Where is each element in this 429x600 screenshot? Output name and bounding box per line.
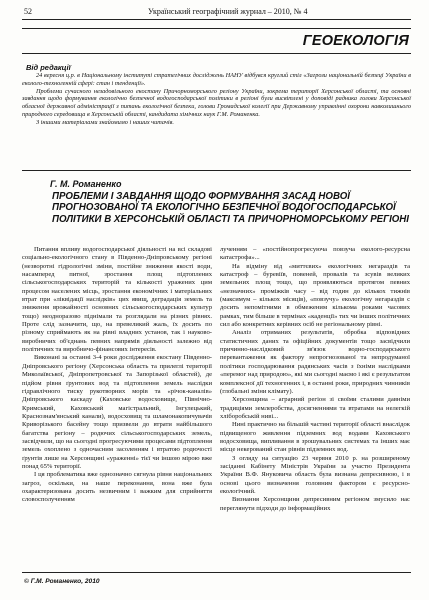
body-paragraph: лученням – «постійнопрогресуюча повзуча еколого-ресурсна катастрофа»...: [220, 246, 410, 262]
footer-rule: [22, 572, 411, 573]
body-paragraph: І ця проблематика вже однозначно сягнула рівня національних загроз, оскільки, на наше переконання, вона вже була охарактеризована досить незвичним і важким для сприйняття словосполученням: [22, 471, 212, 504]
article-column-right: [220, 246, 410, 568]
section-rule-bottom: [22, 53, 411, 54]
section-rule-top: [22, 28, 411, 29]
header-rule: [22, 19, 411, 20]
editorial-paragraph: 24 вересня ц.р. в Національному інституті стратегічних досліджень НАНУ відбувся круглий стіл «Загрози національній безпеці України в еколого-техногенній сфері: стан і тенденції».: [22, 72, 411, 87]
article-title: ПРОБЛЕМИ І ЗАВДАННЯ ЩОДО ФОРМУВАННЯ ЗАСАД НОВОЇ ПРОГНОЗОВАНОЇ ТА ЕКОЛОГІЧНО БЕЗПЕЧНОЇ ВОДОГОСПОДАРСЬКОЇ ПОЛІТИКИ В ХЕРСОНСЬКІЙ ОБЛАСТІ ТА ПРИЧОРНОМОРСЬКОМУ РЕГІОНІ: [52, 191, 409, 225]
body-paragraph: З огляду на ситуацію 23 червня 2010 р. на розширеному засіданні Кабінету Міністрів України за участю Президента України В.Ф. Януковича область була визнана депресивною, і в основі цього визначення головним фактором є ресурсно-екологічний.: [220, 454, 410, 495]
editorial-paragraph: З іншими матеріалами знайомимо і наших читачів.: [36, 118, 174, 126]
body-paragraph: Херсонщина – аграрний регіон зі своїми сталими давніми традиціями землеробства, досягненнями та втратами на нелегкій хліборобській ниві...: [220, 396, 410, 420]
editorial-paragraph: Проблеми сучасного незадовільного екостану Причорноморського регіону України, зокрема території Херсонської області, та основні завдання щодо формування екологічно безпечної водогосподарської політики в регіоні були висвітлені у доповіді радника голови Херсонської обласної державної адміністрації з питань екологічної безпеки, голови Громадської колегії при Державному управлінні охорони навколишнього природного середовища в Херсонській області, кандидата хімічних наук Г.М. Романенка.: [22, 87, 411, 118]
journal-title: Український географічний журнал – 2010, № 4: [148, 7, 308, 16]
body-paragraph: Виконані за останні 3-4 роки дослідження екостану Південно-Дніпровського регіону (Херсонська область та прилеглі території Миколаївської, Дніпропетровської та Запорізької областей), де підйом рівня ґрунтових вод та підтоплення земель наслідки гідравлічного тиску рукотворних морів та «річок-каналів» Дніпровського каскаду (Каховське водосховище, Північно-Кримський, Каховський магістральний, Інгулецький, Краснознам'янський канали), водосховищ та шламонакопичувачів Криворізького басейну тощо призвели до втрати найбільшого багатства регіону – родючих сільськогосподарських земель, засвідчили, що на сьогодні прогресуючими процесами підтоплення земель охоплено з одночасним засоленням і втратою родючості ґрунтів лише на Херсонщині «ураженні» тієї чи іншою мірою вже понад 65% території.: [22, 354, 212, 470]
body-paragraph: Визнання Херсонщини депресивним регіоном змусило нас переглянути підходи до інформаційних: [220, 496, 410, 512]
editorial-rule: [22, 170, 411, 171]
body-paragraph: На відміну від «миттєвих» екологічних негараздів та катастроф – буревіїв, повеней, провалів та зсувів великих земельних площ тощо, що проявляються протягом певних «незначних» проміжків часу – від годин до кількох тижнів (максимум – кількох місяців), «повзучу» екологічну негараздів с досить непомітними в обмеженим кількома роками часових рамках, тим більше в термінах «каденції» тих чи інших політичних сил або конкретних керівних осіб не регіональному рівні.: [220, 262, 410, 329]
running-header: [24, 7, 409, 19]
copyright-note: © Г.М. Романенко, 2010: [24, 578, 100, 585]
editorial-heading: Від редакції: [26, 63, 71, 72]
article-column-left: [22, 246, 212, 568]
editorial-note: [22, 72, 411, 127]
section-title: ГЕОЕКОЛОГІЯ: [302, 33, 409, 49]
article-author: Г. М. Романенко: [50, 179, 122, 189]
body-paragraph: Питання впливу водогосподарської діяльності на всі складові соціально-екологічного стану в Південно-Дніпровському регіоні (незворотні гідрологічні зміни, постійне зниження якості води, насамперед питної, зростання площ підтоплених сільськогосподарських територій та кількості уражених цим процесом населених місць, зростання економічних і матеріальних втрат при «ліквідації наслідків» цих явищ, деградація земель та зниження врожайності основних сільськогосподарських культур тощо) неодноразово піднімали та розглядали на різних рівнях. Проте слід зазначити, що, на превеликий жаль, їх досить по різному сприймають як на рівні владних установ, так і науково-виробничих об'єднань певних напрямів діяльності залежно від політичних та виробничо-фінансових інтересів.: [22, 246, 212, 354]
body-paragraph: Нині практично на більшій частині території області внаслідок підвищеного живлення підземних вод водами Каховського водосховища, випливання в зрошувальних системах та інших має місце некерований стан рівнів підземних вод.: [220, 421, 410, 454]
body-paragraph: Аналіз отриманих результатів, обробка відповідних статистичних даних та офіційних документів тощо засвідчили причинно-наслідковий зв'язок водно-господарського перевантаження як фактору непрогнозованої та непродуманої політики господарювання радянських часів з їхніми наслідками «перемог над природою», які ми сьогодні маємо і які є результатом комплексної дії техногенних і, в останні роки, природних чинників (глобальні зміни клімату).: [220, 329, 410, 395]
page-number: 52: [24, 7, 32, 16]
